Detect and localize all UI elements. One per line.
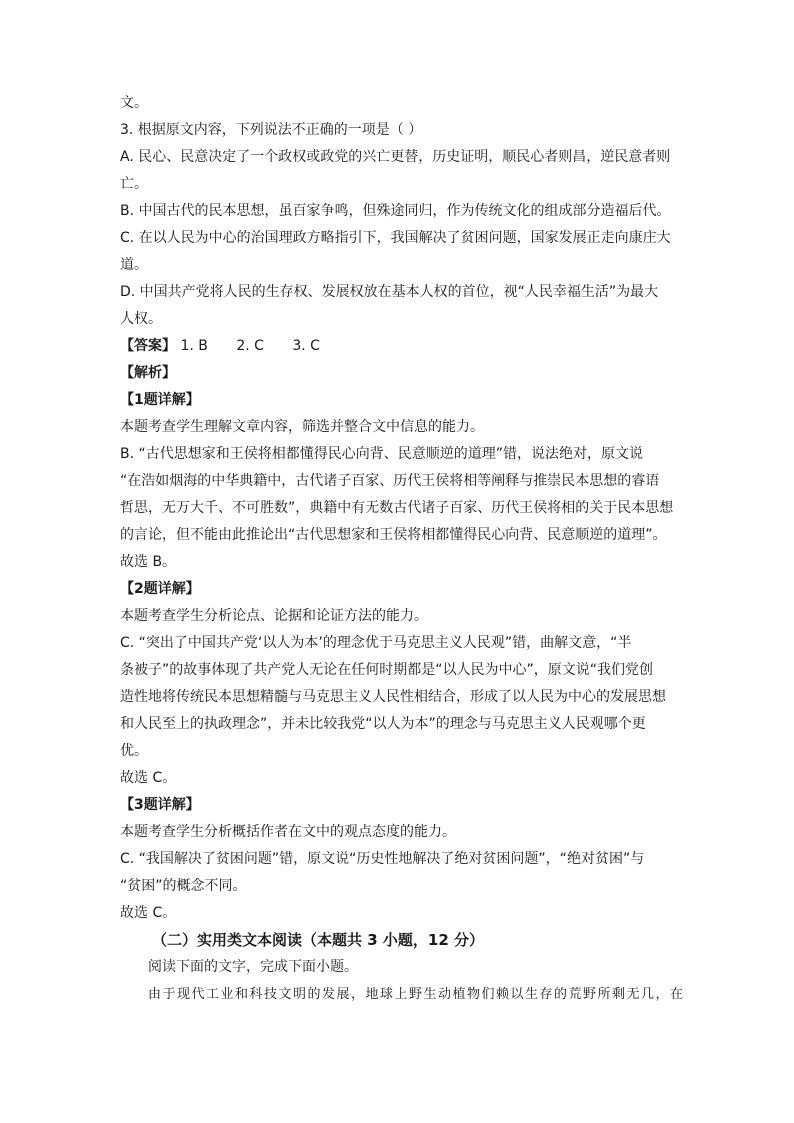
q1-line: B. “古代思想家和王侯将相都懂得民心向背、民意顺逆的道理”错，说法绝对，原文说 [120, 446, 644, 462]
q3-line: 故选 C。 [120, 905, 177, 921]
q1-line: “在浩如烟海的中华典籍中，古代诸子百家、历代王侯将相等阐释与推崇民本思想的睿语 [120, 473, 660, 489]
q2-line: 优。 [120, 743, 148, 759]
q1-line: 哲思，无万大千、不可胜数”，典籍中有无数古代诸子百家、历代王侯将相的关于民本思想 [120, 500, 674, 516]
q2-line: C. “突出了中国共产党‘以人为本’的理念优于马克思主义人民观”错，曲解文意，“半 [120, 635, 632, 651]
q3-heading: 【3题详解】 [120, 797, 200, 813]
q2-line: 和人民至上的执政理念”，并未比较我党“以人为本”的理念与马克思主义人民观哪个更 [120, 716, 646, 732]
option-d-line-2: 人权。 [120, 311, 162, 327]
answer-row [120, 333, 680, 360]
option-d-line-1: D. 中国共产党将人民的生存权、发展权放在基本人权的首位，视“人民幸福生活”为最大 [120, 284, 659, 300]
text-line: 文。 [120, 95, 148, 111]
option-c-line-1: C. 在以人民为中心的治国理政方略指引下，我国解决了贫困问题，国家发展正走向康庄大 [120, 230, 671, 246]
analysis-heading: 【解析】 [120, 365, 176, 381]
q3-line: 本题考查学生分析概括作者在文中的观点态度的能力。 [120, 824, 456, 840]
q2-line: 条被子”的故事体现了共产党人无论在任何时期都是“以人民为中心”，原文说“我们党创 [120, 662, 654, 678]
q1-line: 本题考查学生理解文章内容，筛选并整合文中信息的能力。 [120, 419, 484, 435]
option-c-line-2: 道。 [120, 257, 148, 273]
option-b: B. 中国古代的民本思想，虽百家争鸣，但殊途同归，作为传统文化的组成部分造福后代。 [120, 203, 671, 219]
document-content [120, 90, 685, 1008]
q2-line: 本题考查学生分析论点、论据和论证方法的能力。 [120, 608, 428, 624]
q3-line: C. “我国解决了贫困问题”错，原文说“历史性地解决了绝对贫困问题”，“绝对贫困”与 [120, 851, 645, 867]
answer-item: 1. B [180, 338, 208, 354]
section-title: （二）实用类文本阅读（本题共 3 小题，12 分） [152, 931, 484, 949]
q2-heading: 【2题详解】 [120, 581, 200, 597]
answer-label: 【答案】 [120, 338, 176, 354]
q2-line: 故选 C。 [120, 770, 177, 786]
q1-heading: 【1题详解】 [120, 392, 200, 408]
q2-line: 造性地将传统民本思想精髓与马克思主义人民性相结合，形成了以人民为中心的发展思想 [120, 689, 666, 705]
answer-item: 3. C [292, 338, 320, 354]
answer-item: 2. C [236, 338, 264, 354]
q1-line: 的言论，但不能由此推论出“古代思想家和王侯将相都懂得民心向背、民意顺逆的道理”。 [120, 527, 667, 543]
question-3-stem: 3. 根据原文内容，下列说法不正确的一项是（ ） [120, 122, 423, 138]
reading-instruction: 阅读下面的文字，完成下面小题。 [148, 959, 358, 975]
option-a-line-2: 亡。 [120, 176, 148, 192]
q3-line: “贫困”的概念不同。 [120, 878, 247, 894]
option-a-line-1: A. 民心、民意决定了一个政权或政党的兴亡更替，历史证明，顺民心者则昌，逆民意者则 [120, 149, 671, 165]
passage-first-line: 由于现代工业和科技文明的发展，地球上野生动植物们赖以生存的荒野所剩无几，在 [148, 987, 685, 1002]
q1-line: 故选 B。 [120, 554, 177, 570]
